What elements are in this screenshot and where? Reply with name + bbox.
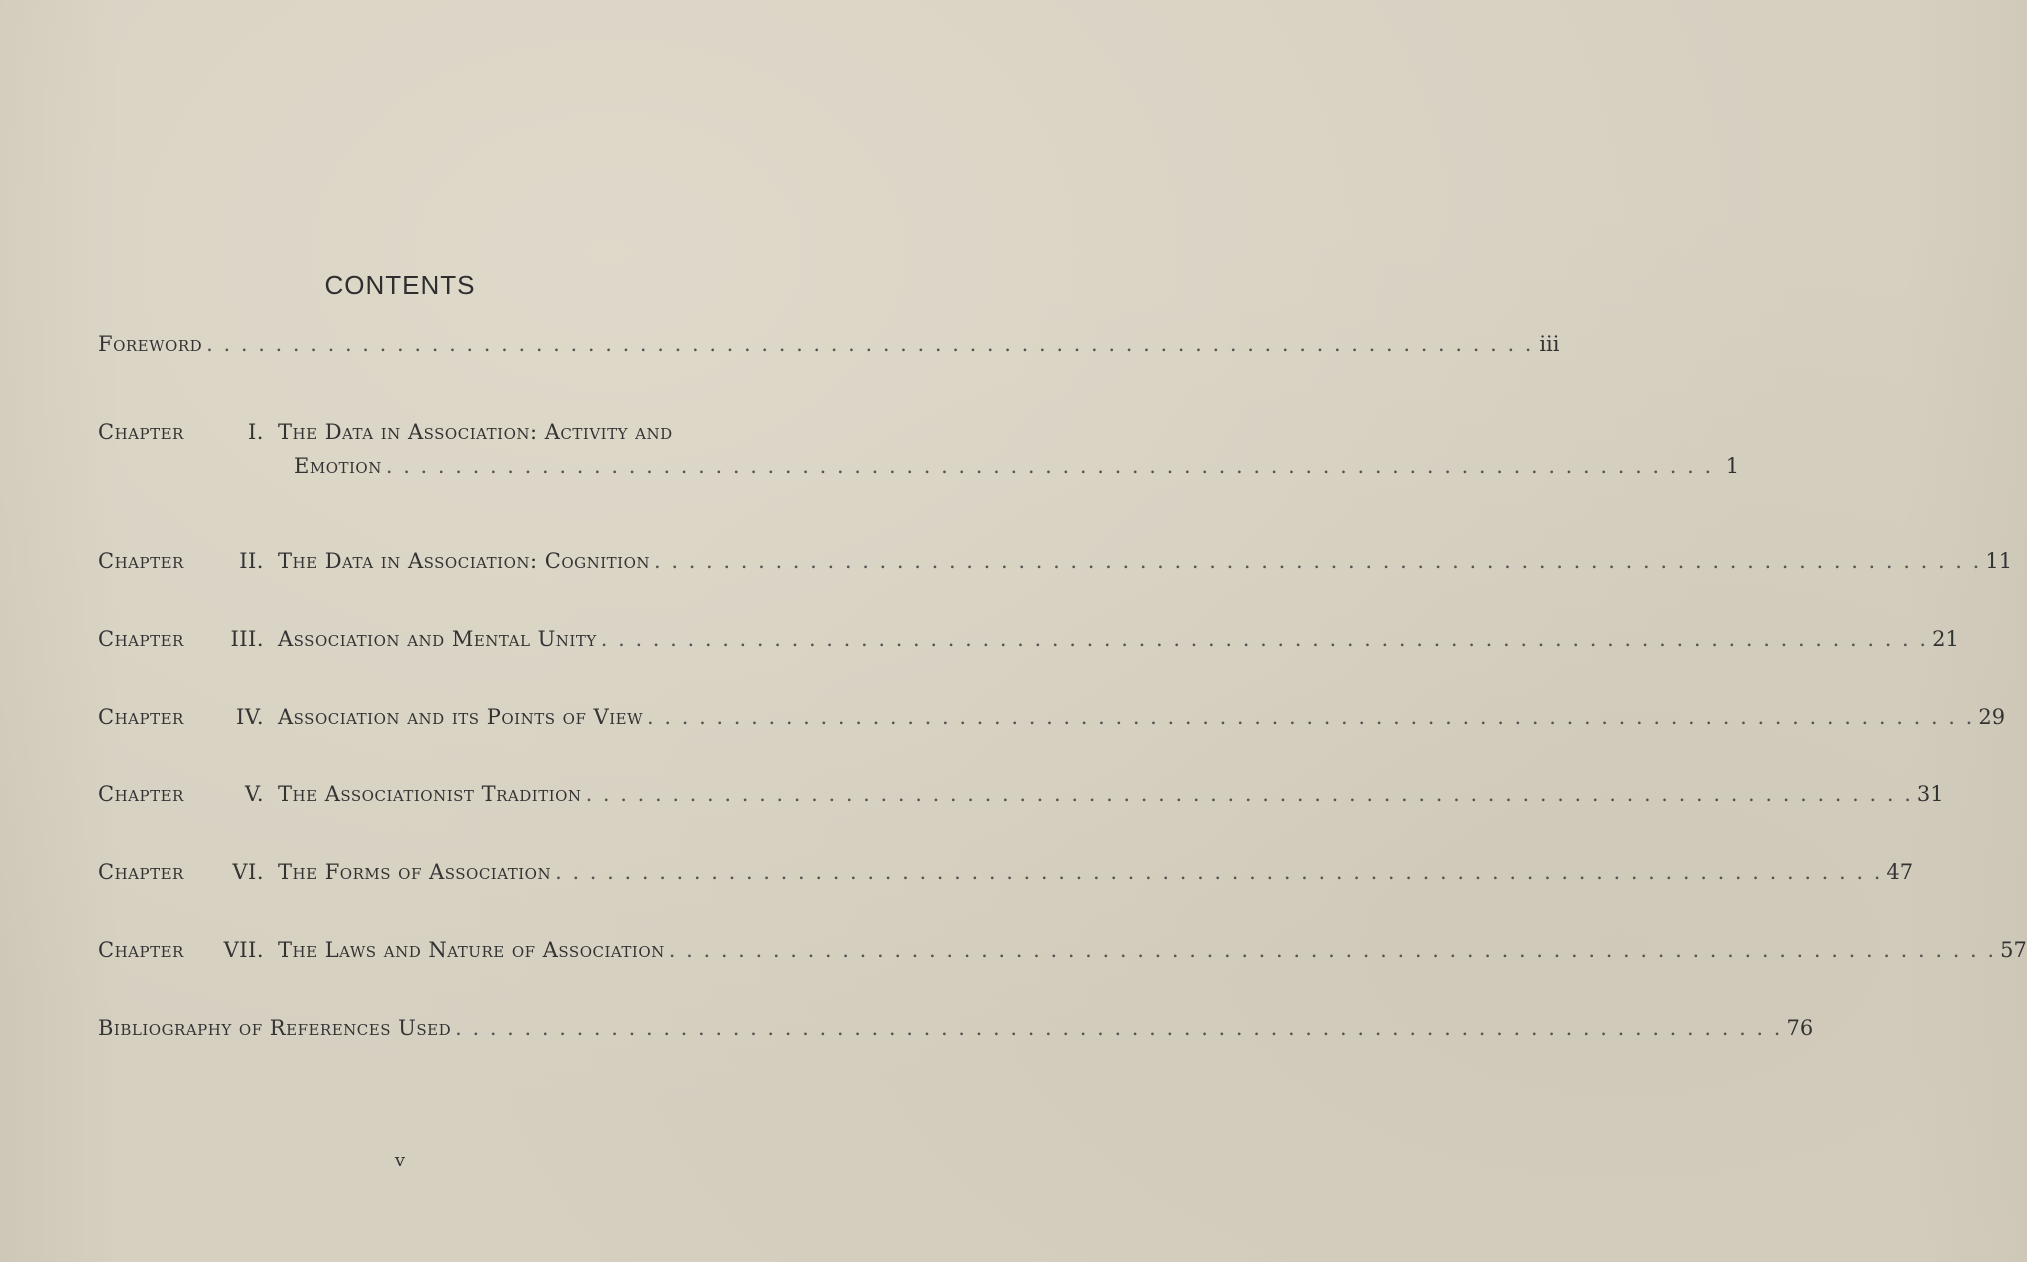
chapter-title: The Data in Association: Cognition [278,549,650,573]
chapter-label [98,858,278,886]
chapter-title: The Associationist Tradition [278,782,582,806]
chapter-word: Chapter [98,549,184,573]
chapter-title: The Laws and Nature of Association [278,938,665,962]
page-title: CONTENTS [324,270,476,300]
chapter-label [98,703,278,731]
toc-entry-chapter-2[interactable] [98,547,2013,575]
chapter-number: IV. [236,705,264,729]
foreword-label: Foreword [98,332,203,356]
leader-dots [601,625,1928,653]
page-number: v [394,1150,406,1171]
chapter-word: Chapter [98,938,184,962]
chapter-title: The Data in Association: Activity and [278,420,673,444]
leader-dots [555,858,1882,886]
chapter-number: III. [230,627,264,651]
chapter-label [98,418,278,446]
leader-dots [669,936,1996,964]
chapter-title-continued: Emotion [294,454,382,478]
chapter-number: VI. [232,860,264,884]
chapter-word: Chapter [98,782,184,806]
chapter-page: 1 [1725,454,1740,478]
chapter-word: Chapter [98,860,184,884]
chapter-title: Association and its Points of View [278,705,644,729]
chapter-word: Chapter [98,420,184,444]
bibliography-label: Bibliography of References Used [98,1016,452,1040]
leader-dots [206,330,1533,358]
leader-dots [455,1014,1782,1042]
leader-dots [647,703,1974,731]
chapter-label [98,625,278,653]
toc-entry-chapter-3[interactable] [98,625,1959,653]
toc-entry-chapter-6[interactable] [98,858,1914,886]
foreword-page: iii [1539,332,1560,356]
chapter-label [98,936,278,964]
chapter-page: 31 [1916,782,1944,806]
leader-dots [654,547,1981,575]
toc-entry-chapter-7[interactable] [98,936,2027,964]
chapter-word: Chapter [98,705,184,729]
chapter-word: Chapter [98,627,184,651]
chapter-page: 29 [1978,705,2006,729]
chapter-number: V. [244,782,264,806]
chapter-number: I. [248,420,264,444]
chapter-title: Association and Mental Unity [278,627,597,651]
bibliography-page: 76 [1786,1016,1814,1040]
toc-entry-foreword[interactable] [98,330,1560,358]
chapter-label [98,780,278,808]
leader-dots [386,452,1713,480]
toc-entry-bibliography[interactable] [98,1014,1814,1042]
toc-entry-chapter-1[interactable] [98,418,1740,480]
chapter-page: 47 [1886,860,1914,884]
chapter-page: 57 [2000,938,2027,962]
chapter-label [98,547,278,575]
toc-entry-chapter-5[interactable] [98,780,1944,808]
chapter-page: 21 [1932,627,1959,651]
leader-dots [586,780,1913,808]
chapter-number: VII. [223,938,264,962]
chapter-title: The Forms of Association [278,860,552,884]
toc-entry-chapter-4[interactable] [98,703,2006,731]
chapter-number: II. [239,549,264,573]
chapter-page: 11 [1985,549,2013,573]
